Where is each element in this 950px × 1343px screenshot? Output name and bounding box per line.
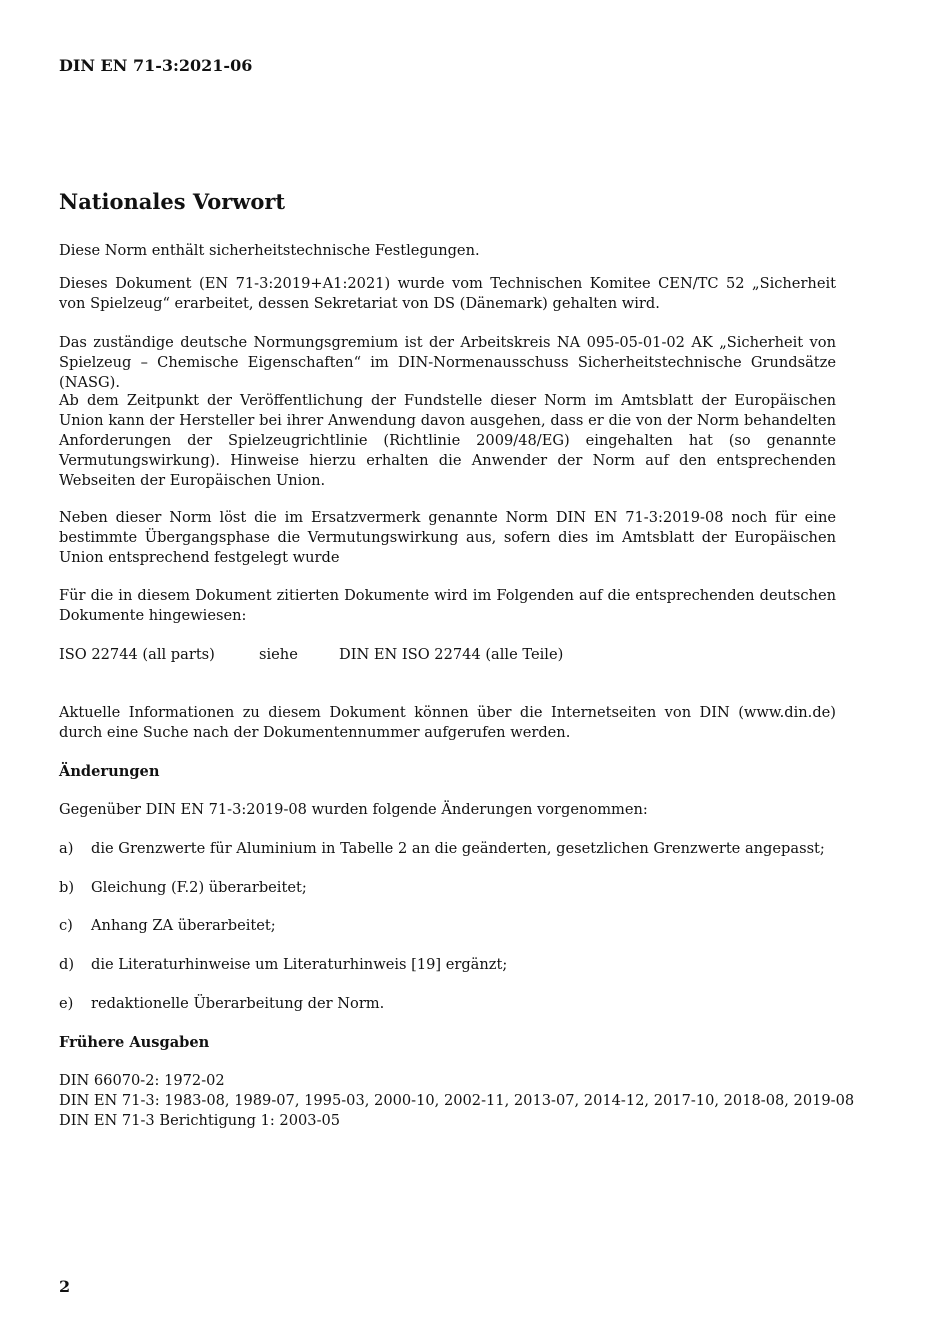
page-number: 2 — [59, 1277, 71, 1296]
previous-editions-heading: Frühere Ausgaben — [59, 1034, 210, 1051]
list-marker: c) — [59, 917, 73, 934]
paragraph-references-intro: Für die in diesem Dokument zitierten Dokumente wird im Folgenden auf die entsprechenden deutschen Dokumente hingewiesen: — [59, 587, 836, 624]
list-marker: a) — [59, 840, 74, 857]
paragraph-safety-notice: Diese Norm enthält sicherheitstechnische Festlegungen. — [59, 242, 480, 259]
list-item-text: redaktionelle Überarbeitung der Norm. — [91, 995, 385, 1012]
paragraph-info: Aktuelle Informationen zu diesem Dokument können über die Internetseiten von DIN (www.din.de) durch eine Suche nach der Dokumentennummer aufgerufen werden. — [59, 704, 836, 741]
list-item-text: die Grenzwerte für Aluminium in Tabelle 2 an die geänderten, gesetzlichen Grenzwerte angepasst; — [91, 840, 825, 857]
reference-national: DIN EN ISO 22744 (alle Teile) — [339, 646, 564, 663]
changes-heading: Änderungen — [59, 763, 160, 780]
previous-editions-list — [59, 1071, 855, 1131]
list-item-text: Gleichung (F.2) überarbeitet; — [91, 879, 307, 896]
previous-edition-line: DIN EN 71-3 Berichtigung 1: 2003-05 — [59, 1112, 341, 1129]
list-marker: e) — [59, 995, 74, 1012]
paragraph-transition: Neben dieser Norm löst die im Ersatzvermerk genannte Norm DIN EN 71-3:2019-08 noch für eine bestimmte Übergangsphase die Vermutungswirkung aus, sofern dies im Amtsblatt der Europäischen Union entsprechend festgelegt wurde — [59, 509, 836, 566]
paragraph-committee: Dieses Dokument (EN 71-3:2019+A1:2021) wurde vom Technischen Komitee CEN/TC 52 „Sicherheit von Spielzeug“ erarbeitet, dessen Sekretariat von DS (Dänemark) gehalten wird. — [59, 275, 836, 312]
paragraph-presumption: Ab dem Zeitpunkt der Veröffentlichung der Fundstelle dieser Norm im Amtsblatt der Europäischen Union kann der Hersteller bei ihrer Anwendung davon ausgehen, dass er die von der Norm behandelten Anforderungen der Spielzeugrichtlinie (Richtlinie 2009/48/EG) eingehalten hat (so genannte Vermutungswirkung). Hinweise hierzu erhalten die Anwender der Norm auf den entsprechenden Webseiten der Europäischen Union. — [59, 392, 836, 489]
list-item-text: die Literaturhinweise um Literaturhinweis [19] ergänzt; — [91, 956, 508, 973]
paragraph-german-body: Das zuständige deutsche Normungsgremium ist der Arbeitskreis NA 095-05-01-02 AK „Sicherheit von Spielzeug – Chemische Eigenschaften“ im DIN-Normenausschuss Sicherheitstechnische Grundsätze (NASG). — [59, 334, 836, 391]
reference-connector: siehe — [259, 646, 298, 663]
changes-intro: Gegenüber DIN EN 71-3:2019-08 wurden folgende Änderungen vorgenommen: — [59, 801, 648, 818]
list-marker: b) — [59, 879, 75, 896]
previous-edition-line: DIN 66070-2: 1972-02 — [59, 1072, 225, 1089]
list-item-text: Anhang ZA überarbeitet; — [91, 917, 276, 934]
reference-international: ISO 22744 (all parts) — [59, 646, 215, 663]
list-marker: d) — [59, 956, 75, 973]
section-title: Nationales Vorwort — [59, 189, 286, 214]
previous-edition-line: DIN EN 71-3: 1983-08, 1989-07, 1995-03, 2000-10, 2002-11, 2013-07, 2014-12, 2017-10, 2018-08, 2019-08 — [59, 1092, 855, 1109]
document-header: DIN EN 71-3:2021-06 — [59, 56, 253, 75]
